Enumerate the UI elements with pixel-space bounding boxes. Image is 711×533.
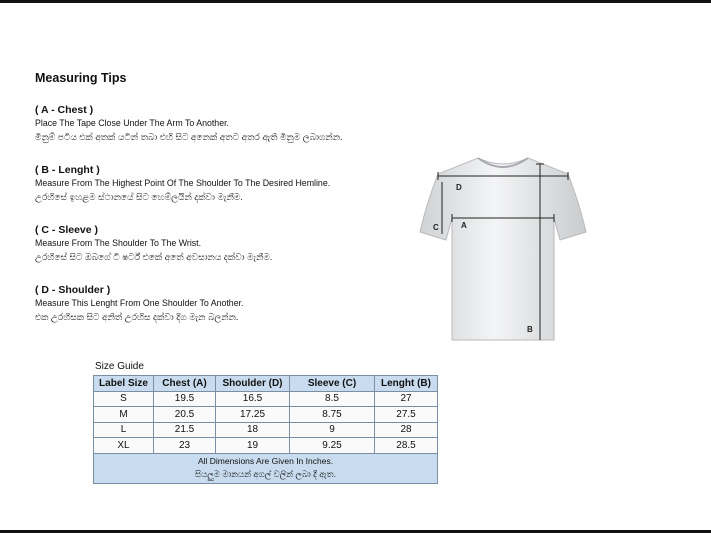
tip-heading: ( C - Sleeve ) (35, 224, 99, 236)
tip-sleeve (35, 223, 445, 265)
size-guide-label: Size Guide (95, 361, 144, 372)
tip-heading: ( D - Shoulder ) (35, 284, 111, 296)
column-header: Lenght (B) (375, 376, 438, 392)
tip-english-text: Measure This Lenght From One Shoulder To Another. (35, 298, 244, 308)
table-row (94, 407, 438, 423)
label-d: D (456, 183, 462, 192)
label-b: B (527, 325, 533, 334)
label-a: A (461, 221, 467, 230)
tip-english-text: Measure From The Shoulder To The Wrist. (35, 238, 202, 248)
top-border (0, 0, 711, 3)
column-header: Shoulder (D) (216, 376, 290, 392)
table-cell: 28.5 (375, 438, 438, 454)
table-cell: 19.5 (154, 391, 216, 407)
table-cell: 20.5 (154, 407, 216, 423)
table-cell: 28 (375, 422, 438, 438)
page-title: Measuring Tips (35, 71, 127, 85)
tip-shoulder (35, 283, 445, 325)
label-c: C (433, 223, 439, 232)
tip-sinhala-text: උරහිසේ ඉහළම ස්ථානයේ සිට හෙම්ලයින් දක්වා මැනීම. (35, 192, 243, 202)
tip-chest (35, 103, 445, 145)
table-cell: 27.5 (375, 407, 438, 423)
table-row (94, 391, 438, 407)
tip-sinhala-text: උරහිසේ සිට ඔබගේ ටී ෂර්ට් එකේ අතේ අවසානය දක්වා මැනීම. (35, 252, 273, 262)
table-cell: 21.5 (154, 422, 216, 438)
tip-heading: ( A - Chest ) (35, 104, 94, 116)
table-row (94, 438, 438, 454)
table-cell: 19 (216, 438, 290, 454)
table-note-row (94, 453, 438, 483)
table-cell: M (94, 407, 154, 423)
tip-length (35, 163, 445, 205)
dimensions-note-sinhala: සියලුම මානයන් අගල් වලින් ලබා දී ඇත. (195, 469, 336, 479)
size-guide-table (93, 375, 438, 484)
column-header: Label Size (94, 376, 154, 392)
column-header: Sleeve (C) (290, 376, 375, 392)
table-cell: 8.75 (290, 407, 375, 423)
table-cell: 18 (216, 422, 290, 438)
tip-english-text: Place The Tape Close Under The Arm To Another. (35, 118, 229, 128)
table-cell: S (94, 391, 154, 407)
tshirt-icon (420, 158, 586, 340)
table-row (94, 422, 438, 438)
tip-english-text: Measure From The Highest Point Of The Shoulder To The Desired Hemline. (35, 178, 331, 188)
table-cell: 9.25 (290, 438, 375, 454)
tip-heading: ( B - Lenght ) (35, 164, 100, 176)
tshirt-measurement-diagram (418, 150, 588, 345)
table-cell: 23 (154, 438, 216, 454)
table-cell: 9 (290, 422, 375, 438)
table-cell: 17.25 (216, 407, 290, 423)
tip-sinhala-text: එක උරහිසක සිට අනිත් උරහිස දක්වා දිග මැන බලන්න. (35, 312, 239, 322)
table-header-row (94, 376, 438, 392)
table-cell: L (94, 422, 154, 438)
dimensions-note-english: All Dimensions Are Given In Inches. (197, 456, 334, 466)
table-cell: 16.5 (216, 391, 290, 407)
dimensions-note (94, 453, 438, 483)
table-cell: 27 (375, 391, 438, 407)
table-cell: XL (94, 438, 154, 454)
column-header: Chest (A) (154, 376, 216, 392)
tip-sinhala-text: මිනුම් පටිය එක් අතක් යටින් තබා එහි සිට අනෙක් අතට අතර ඇති මිනුම ලබාගන්න. (35, 132, 343, 142)
table-cell: 8.5 (290, 391, 375, 407)
